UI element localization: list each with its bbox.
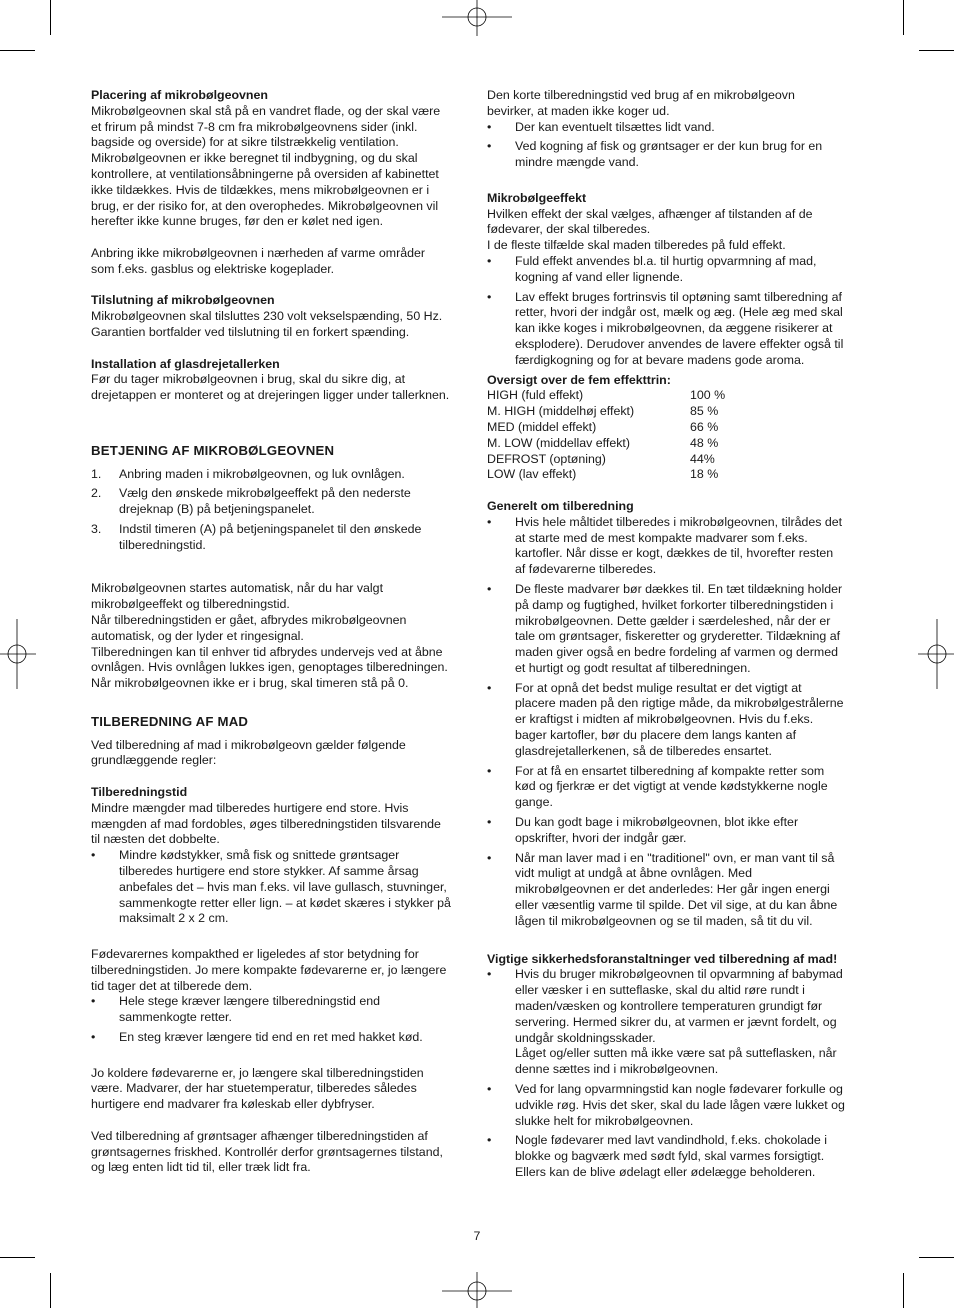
effect-value: 44% <box>690 451 715 466</box>
paragraph: Mikrobølgeovnen skal stå på en vandret flade, og der skal være et frirum på mindst 7-8 cm fra mikrobølgeovnens sider (inkl. bagside og overside) for at sikre tilstrækkelig ventilation. Mikrobølgeovnen er ikke beregnet til indbygning, og du skal kontrollere, at ventilationsåbningerne på oversiden af kabinettet ikke tildækkes. Hvis de tildækkes, mens mikrobølgeovnen er i brug, er der risiko for, at den overophedes. Mikrobølgeovnen vil herefter ikke kunne bruges, før den er kølet ned igen. <box>91 103 441 229</box>
paragraph: Ved tilberedning af mad i mikrobølgeovn gælder følgende grundlæggende regler: <box>91 737 406 768</box>
bullet-list <box>487 254 863 369</box>
subheading-oversigt: Oversigt over de fem effekttrin: <box>487 372 671 387</box>
effect-value: 66 % <box>690 419 719 434</box>
effect-label: MED (middel effekt) <box>487 419 597 434</box>
paragraph: Mikrobølgeovnen skal tilsluttes 230 volt vekselspænding, 50 Hz. Garantien bortfalder ved tilslutning til en forkert spænding. <box>91 309 443 339</box>
steps-list <box>91 467 469 554</box>
crop-mark <box>919 1257 954 1258</box>
paragraph: Ved tilberedning af grøntsager afhænger tilberedningstiden af grøntsagernes friskhed. Kontrollér derfor grøntsagernes tilstand, og læg enten lidt tid til, eller træk lidt fra. <box>91 1128 443 1175</box>
crop-mark <box>50 1273 51 1308</box>
subheading-effekt: Mikrobølgeeffekt <box>487 190 587 205</box>
list-item: • Hvis du bruger mikrobølgeovnen til opvarmning af babymad eller væsker i en sutteflaske, skal du altid røre rundt i maden/væsken og kontrollere temperaturen grundigt før servering. Hermed sikrer du, at varmen er jævnt fordelt, og undgår skoldningsskader. Låget og/eller sutten må ikke være sat på sutteflasken, når denne sættes ind i mikrobølgeovnen. <box>487 967 863 1078</box>
paragraph: Mindre mængder mad tilberedes hurtigere end store. Hvis mængden af mad fordobles, øges tilberedningstiden tilsvarende til næsten det dobbelte. <box>91 800 441 847</box>
effect-row <box>487 404 725 420</box>
step-number: 2. <box>91 486 102 501</box>
crop-mark <box>50 0 51 35</box>
list-item: • De fleste madvarer bør dækkes til. En tæt tildækning holder på damp og fugtighed, hvilket forkorter tilberedningstiden i mikrobølgeovnen. Dette gælder i særdeleshed, når der er tale om grøntsager, fiskeretter og gryderetter. Tildækning af maden giver også en bedre fordeling af varmen og dermed et hurtigt og godt resultat af tilberedningen. <box>487 582 863 677</box>
step-number: 3. <box>91 521 102 536</box>
effect-label: DEFROST (optøning) <box>487 451 606 466</box>
step-item <box>91 486 469 518</box>
subheading-placering: Placering af mikrobølgeovnen <box>91 88 268 102</box>
list-item: • For at opnå det bedst mulige resultat er det vigtigt at placere maden på den rigtige måde, da mikrobølgestrålerne er kraftigst i midten af mikrobølgeovnen. Hvis du f.eks. bager kartofler, bør du placere dem langs kanten af glasdrejetallerkenen, så de tilberedes ensartet. <box>487 681 863 760</box>
crop-mark <box>903 0 904 35</box>
list-item: • Når man laver mad i en "traditionel" ovn, er man vant til så vidt muligt at undgå at åbne ovnlågen. Med mikrobølgeovnen er det anderledes: Her går ingen energi eller væsentlig varme til spilde. Det vil sige, at du kan åbne lågen til mikrobølgeovnen og se til maden, så tit du vil. <box>487 851 863 930</box>
list-item: • Lav effekt bruges fortrinsvis til optøning samt tilberedning af retter, hvori der indgår ost, mælk og æg. (Hele æg med skal kan ikke koges i mikrobølgeovnen, da æggene risikerer at eksplodere). Derudover anvendes de lavere effekter også til færdigkogning og for at bevare madens gode aroma. <box>487 290 863 369</box>
list-item: • Hvis hele måltidet tilberedes i mikrobølgeovnen, tilrådes det at starte med de mest kompakte madvarer som f.eks. kartofler. Når disse er kogt, dækkes de til, hvorefter resten af fødevarerne tilberedes. <box>487 515 863 578</box>
bullet-list <box>487 967 863 1180</box>
paragraph: Hvilken effekt der skal vælges, afhænger af tilstanden af de fødevarer, der skal tilberedes. I de fleste tilfælde skal maden tilberedes på fuld effekt. <box>487 206 813 253</box>
list-item: • For at få en ensartet tilberedning af kompakte retter som kød og fjerkræ er det vigtigt at vende kødstykkerne nogle gange. <box>487 764 863 811</box>
paragraph: Mikrobølgeovnen startes automatisk, når du har valgt mikrobølgeeffekt og tilberedningstid. Når tilberedningstiden er gået, afbrydes mikrobølgeovnen automatisk, og der lyder et ringesignal. Tilberedningen kan til enhver tid afbrydes undervejs ved at åbne ovnlågen. Hvis ovnlågen lukkes igen, genoptages tilberedningen. Når mikrobølgeovnen ikke er i brug, skal timeren stå på 0. <box>91 581 448 691</box>
step-number: 1. <box>91 466 102 481</box>
effect-value: 85 % <box>690 404 719 419</box>
list-item: • Mindre kødstykker, små fisk og snittede grøntsager tilberedes hurtigere end store stykker. Af samme årsag anbefales det – hvis man f.eks. vil lave gullasch, stuvninger, sammenkogte retter eller lign. – at kødet skæres i stykker på maksimalt 2 x 2 cm. <box>91 848 469 927</box>
step-text: Vælg den ønskede mikrobølgeeffekt på den nederste drejeknap (B) på betjeningspanelet. <box>119 486 411 517</box>
bullet-list <box>487 120 863 171</box>
effect-row <box>487 388 725 404</box>
crop-mark <box>0 50 35 51</box>
subheading-installation: Installation af glasdrejetallerken <box>91 356 280 371</box>
subheading-tilslutning: Tilslutning af mikrobølgeovnen <box>91 293 275 308</box>
effect-row <box>487 436 725 452</box>
subheading-sikkerhed: Vigtige sikkerhedsforanstaltninger ved tilberedning af mad! <box>487 951 838 966</box>
paragraph: Fødevarernes kompakthed er ligeledes af stor betydning for tilberedningstiden. Jo mere kompakte fødevarerne er, jo længere tid tager det at tilberede dem. <box>91 947 447 993</box>
effect-value: 100 % <box>690 388 726 403</box>
step-text: Anbring maden i mikrobølgeovnen, og luk ovnlågen. <box>119 466 405 481</box>
bullet-list <box>91 994 469 1045</box>
paragraph: Anbring ikke mikrobølgeovnen i nærheden af varme områder som f.eks. gasblus og elektriske kogeplader. <box>91 245 426 276</box>
effect-row <box>487 467 725 483</box>
list-item: • En steg kræver længere tid end en ret med hakket kød. <box>91 1030 469 1046</box>
effect-table <box>487 388 725 483</box>
crop-mark <box>0 1257 35 1258</box>
effect-row <box>487 452 725 468</box>
step-text: Indstil timeren (A) på betjeningspanelet til den ønskede tilberedningstid. <box>119 521 422 552</box>
list-item: • Der kan eventuelt tilsættes lidt vand. <box>487 120 863 136</box>
effect-value: 48 % <box>690 435 719 450</box>
right-column <box>487 88 863 1185</box>
bullet-list <box>91 848 469 927</box>
effect-label: HIGH (fuld effekt) <box>487 388 584 403</box>
list-item: • Hele stege kræver længere tilberedningstid end sammenkogte retter. <box>91 994 469 1026</box>
effect-label: M. HIGH (middelhøj effekt) <box>487 404 635 419</box>
subheading-generelt: Generelt om tilberedning <box>487 498 634 513</box>
registration-mark-right <box>918 619 954 689</box>
section-heading-betjening: BETJENING AF MIKROBØLGEOVNEN <box>91 442 335 458</box>
list-item: • Nogle fødevarer med lavt vandindhold, f.eks. chokolade i blokke og bagværk med sødt fyld, skal varmes forsigtigt. Ellers kan de blive ødelagt eller ødelægge beholderen. <box>487 1133 863 1180</box>
crop-mark <box>919 50 954 51</box>
list-item: • Ved kogning af fisk og grøntsager er der kun brug for en mindre mængde vand. <box>487 139 863 171</box>
effect-label: LOW (lav effekt) <box>487 467 577 482</box>
paragraph: Jo koldere fødevarerne er, jo længere skal tilberedningstiden være. Madvarer, der har stuetemperatur, tilberedes således hurtigere end madvarer fra køleskab eller dybfryser. <box>91 1065 424 1112</box>
effect-label: M. LOW (middellav effekt) <box>487 435 630 450</box>
list-item: • Fuld effekt anvendes bl.a. til hurtig opvarmning af mad, kogning af vand eller lignende. <box>487 254 863 286</box>
paragraph: Før du tager mikrobølgeovnen i brug, skal du sikre dig, at drejetappen er monteret og at drejeringen ligger under tallerknen. <box>91 372 450 403</box>
section-heading-tilberedning: TILBEREDNING AF MAD <box>91 713 249 729</box>
effect-value: 18 % <box>690 467 719 482</box>
left-column <box>91 88 469 1176</box>
paragraph: Den korte tilberedningstid ved brug af en mikrobølgeovn bevirker, at maden ikke koger ud. <box>487 88 795 118</box>
list-item: • Ved for lang opvarmningstid kan nogle fødevarer forkulle og udvikle røg. Hvis det sker, skal du lade lågen være lukket og slukke helt for mikrobølgeovnen. <box>487 1082 863 1129</box>
crop-mark <box>903 1273 904 1308</box>
step-item <box>91 467 469 483</box>
subheading-tilberedningstid: Tilberedningstid <box>91 785 188 800</box>
registration-mark-top <box>442 0 512 36</box>
effect-row <box>487 420 725 436</box>
bullet-list <box>487 515 863 930</box>
registration-mark-left <box>0 619 36 689</box>
step-item <box>91 522 469 554</box>
registration-mark-bottom <box>442 1272 512 1308</box>
list-item: • Du kan godt bage i mikrobølgeovnen, blot ikke efter opskrifter, hvori der indgår gær. <box>487 815 863 847</box>
page-number: 7 <box>473 1229 481 1243</box>
